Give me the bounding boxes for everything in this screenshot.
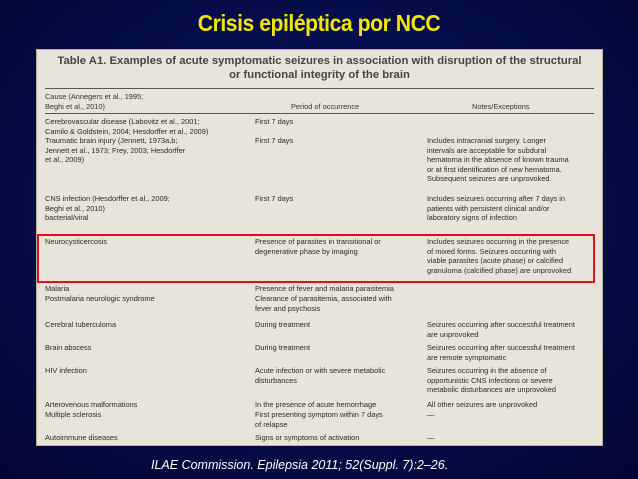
row-tuberculoma-period: During treatment (255, 320, 311, 329)
slide-title: Crisis epiléptica por NCC (197, 10, 441, 36)
table-title-line1: Table A1. Examples of acute symptomatic seizures in association with disruption of the structural (57, 55, 582, 67)
row-cerebrovascular-cause: Cerebrovascular disease (Labovitz et al., 2001; Camilo & Goldstein, 2004; Hesdorffer et al., 2009) (45, 117, 209, 136)
row-abscess-period: During treatment (255, 343, 311, 352)
row-tuberculoma-notes: Seizures occurring after successful treatment are unprovoked (427, 320, 575, 339)
row-malaria-cause: Malaria (45, 284, 70, 293)
row-tbi-period: First 7 days (255, 136, 294, 145)
row-cerebrovascular-period: First 7 days (255, 117, 294, 126)
row-ms-cause: Multiple sclerosis (45, 410, 102, 419)
row-hiv-period: Acute infection or with severe metabolic disturbances (255, 366, 386, 385)
row-ncc-cause: Neurocysticercosis (45, 237, 108, 246)
row-cns-infection-cause: CNS infection (Hesdorffer et al., 2009; Beghi et al., 2010) bacterial/viral (45, 194, 170, 223)
header-bottom-rule (45, 113, 594, 114)
row-avm-period: In the presence of acute hemorrhage (255, 400, 377, 409)
table-title-line2: or functional integrity of the brain (229, 69, 410, 81)
column-header-period: Period of occurrence (291, 102, 360, 111)
row-hiv-cause: HIV infection (45, 366, 87, 375)
row-ncc-period: Presence of parasites in transitional or degenerative phase by imaging (255, 237, 381, 256)
citation: ILAE Commission. Epilepsia 2011; 52(Suppl. 7):2–26. (151, 458, 449, 472)
row-avm-cause: Arterovenous malformations (45, 400, 138, 409)
column-header-notes: Notes/Exceptions (472, 102, 530, 111)
row-cns-infection-notes: Includes seizures occurring after 7 days in patients with persistent clinical and/or laboratory signs of infection (427, 194, 566, 223)
row-tbi-notes: Includes intracranial surgery. Longer intervals are acceptable for subdural hematoma in the absence of known trauma or at first identification of new hematoma. Subsequent seizures are unprovoked. (427, 136, 569, 184)
row-ncc-notes: Includes seizures occurring in the presence of mixed forms. Seizures occurring with viable parasites (acute phase) or calcified granuloma (calcified phase) are unprovoked (427, 237, 572, 275)
neurocysticercosis-highlight-box (37, 234, 595, 283)
table-title (37, 50, 602, 82)
row-ms-notes: — (427, 410, 435, 419)
row-autoimmune-period: Signs or symptoms of activation (255, 433, 360, 442)
row-postmalaria-period: Clearance of parasitemia, associated with fever and psychosis (255, 294, 392, 313)
row-ms-period: First presenting symptom within 7 days of relapse (255, 410, 383, 429)
header-top-rule (45, 88, 594, 89)
row-avm-notes: All other seizures are unprovoked (427, 400, 538, 409)
row-postmalaria-cause: Postmalaria neurologic syndrome (45, 294, 155, 303)
row-abscess-notes: Seizures occurring after successful treatment are remote symptomatic (427, 343, 575, 362)
row-malaria-period: Presence of fever and malaria parasitemia (255, 284, 394, 293)
column-header-cause: Cause (Annegers et al., 1995; Beghi et al., 2010) (45, 92, 144, 111)
row-autoimmune-notes: — (427, 433, 435, 442)
row-hiv-notes: Seizures occurring in the absence of opportunistic CNS infections or severe metabolic disturbances are unprovoked (427, 366, 557, 395)
row-abscess-cause: Brain abscess (45, 343, 92, 352)
row-tbi-cause: Traumatic brain injury (Jennett, 1973a,b; Jennett et al., 1973; Frey, 2003; Hesdorffer et al., 2009) (45, 136, 186, 165)
row-tuberculoma-cause: Cerebral tuberculoma (45, 320, 117, 329)
row-cns-infection-period: First 7 days (255, 194, 294, 203)
row-autoimmune-cause: Autoimmune diseases (45, 433, 118, 442)
